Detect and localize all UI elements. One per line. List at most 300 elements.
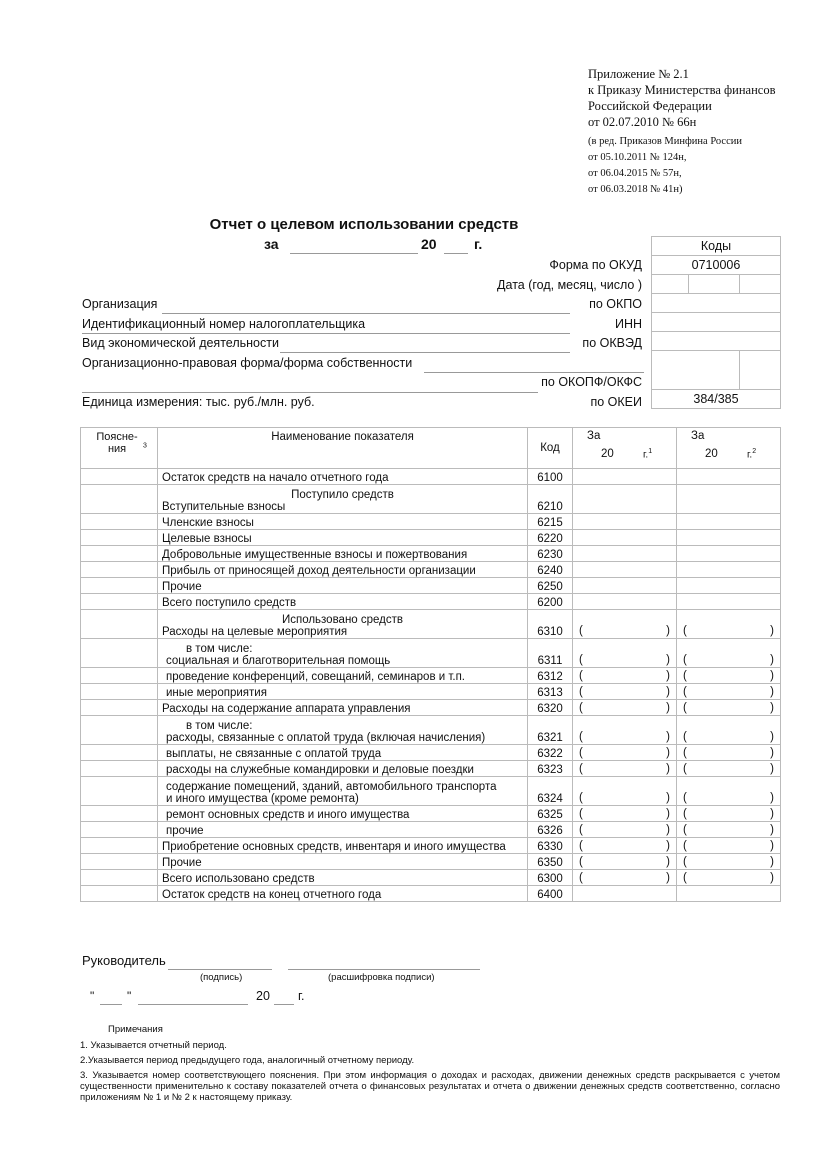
header-g-text: г. [643, 449, 649, 461]
row-code: 6330 [528, 838, 573, 854]
paren-open: ( [683, 747, 687, 759]
row-value-previous[interactable] [677, 594, 781, 610]
header-g-sup: 1 [648, 448, 653, 455]
row-value-previous[interactable] [677, 668, 781, 684]
signature-line[interactable] [168, 969, 272, 970]
row-value-current[interactable] [573, 684, 677, 700]
table-row [81, 485, 781, 514]
table-row [81, 806, 781, 822]
row-note-cell[interactable] [81, 485, 158, 514]
head-label: Руководитель [82, 953, 166, 968]
paren-close: ) [666, 686, 670, 698]
row-value-current[interactable] [573, 822, 677, 838]
sign-g: г. [298, 989, 305, 1003]
okopf-label: по ОКОПФ/ОКФС [541, 375, 642, 389]
row-name: расходы, связанные с оплатой труда (включая начисления) [166, 732, 486, 744]
row-value-current[interactable] [573, 838, 677, 854]
row-value-previous[interactable] [677, 684, 781, 700]
date-quote-close: " [127, 989, 132, 1003]
row-value-current[interactable] [573, 668, 677, 684]
notes-block [80, 1024, 780, 1103]
row-name-cell [158, 838, 528, 854]
paren-open: ( [579, 808, 583, 820]
row-name: ремонт основных средств и иного имущества [166, 809, 410, 821]
header-g [643, 448, 652, 460]
paren-close: ) [770, 654, 774, 666]
paren-open: ( [683, 702, 687, 714]
appendix-line: к Приказу Министерства финансов [588, 83, 776, 97]
row-code: 6240 [528, 562, 573, 578]
row-note-cell[interactable] [81, 854, 158, 870]
paren-open: ( [579, 747, 583, 759]
note-2: 2.Указывается период предыдущего года, аналогичный отчетному периоду. [80, 1055, 415, 1066]
paren-close: ) [666, 824, 670, 836]
row-note-cell[interactable] [81, 639, 158, 668]
month-line[interactable] [138, 1004, 248, 1005]
row-value-previous[interactable] [677, 469, 781, 485]
row-value-current[interactable] [573, 469, 677, 485]
title-year-suffix: г. [474, 236, 483, 252]
main-table [80, 427, 781, 902]
okud-value: 0710006 [652, 256, 781, 275]
row-value-previous[interactable] [677, 886, 781, 902]
row-name-cell [158, 578, 528, 594]
row-note-cell[interactable] [81, 838, 158, 854]
header-prev-period [677, 428, 781, 469]
paren-close: ) [666, 702, 670, 714]
paren-close: ) [770, 824, 774, 836]
row-note-cell[interactable] [81, 870, 158, 886]
paren-close: ) [666, 625, 670, 637]
row-value-previous[interactable] [677, 578, 781, 594]
note-1: 1. Указывается отчетный период. [80, 1040, 227, 1051]
table-row [81, 684, 781, 700]
header-notes-sup: 3 [143, 442, 147, 450]
title-for: за [264, 236, 279, 252]
row-note-cell[interactable] [81, 745, 158, 761]
row-name: Прочие [162, 581, 202, 593]
row-name: Вступительные взносы [162, 501, 286, 513]
legal-form-line[interactable] [424, 372, 644, 373]
row-note-cell[interactable] [81, 777, 158, 806]
date-year-cell[interactable] [652, 275, 689, 294]
row-note-cell[interactable] [81, 610, 158, 639]
row-code: 6310 [528, 610, 573, 639]
appendix-line: Российской Федерации [588, 99, 712, 113]
paren-open: ( [683, 731, 687, 743]
table-row [81, 870, 781, 886]
row-name-pre: содержание помещений, зданий, автомобильного транспорта [166, 781, 497, 793]
row-value-previous[interactable] [677, 761, 781, 777]
row-name-cell [158, 485, 528, 514]
row-code: 6250 [528, 578, 573, 594]
row-name: Всего использовано средств [162, 873, 315, 885]
row-code: 6311 [528, 639, 573, 668]
header-name: Наименование показателя [158, 428, 528, 469]
appendix-line: Приложение № 2.1 [588, 67, 689, 81]
row-name-cell [158, 870, 528, 886]
header-notes [81, 428, 158, 469]
row-code: 6100 [528, 469, 573, 485]
row-name: Расходы на содержание аппарата управления [162, 703, 411, 715]
header-code: Код [528, 428, 573, 469]
row-code: 6313 [528, 684, 573, 700]
row-value-current[interactable] [573, 745, 677, 761]
row-name-cell [158, 822, 528, 838]
paren-close: ) [770, 731, 774, 743]
paren-close: ) [666, 670, 670, 682]
paren-open: ( [579, 872, 583, 884]
header-notes-text: Поясне-ния [96, 431, 138, 455]
row-value-current[interactable] [573, 578, 677, 594]
row-value-previous[interactable] [677, 838, 781, 854]
header-current-period [573, 428, 677, 469]
table-row [81, 854, 781, 870]
row-value-previous[interactable] [677, 514, 781, 530]
legal-form-line-2[interactable] [82, 392, 538, 393]
header-year: 20 [601, 448, 614, 460]
header-g-2 [747, 448, 756, 460]
paren-close: ) [770, 808, 774, 820]
row-name-cell [158, 594, 528, 610]
row-note-cell[interactable] [81, 594, 158, 610]
subheading: в том числе: [186, 720, 253, 732]
paren-open: ( [579, 625, 583, 637]
row-name: проведение конференций, совещаний, семинаров и т.п. [166, 671, 465, 683]
paren-open: ( [579, 731, 583, 743]
okved-label: по ОКВЭД [582, 336, 642, 350]
unit-label: Единица измерения: тыс. руб./млн. руб. [82, 395, 315, 409]
row-name: Приобретение основных средств, инвентаря и иного имущества [162, 841, 506, 853]
table-row [81, 777, 781, 806]
row-code: 6320 [528, 700, 573, 716]
codes-header: Коды [652, 237, 781, 256]
paren-close: ) [770, 856, 774, 868]
day-line[interactable] [100, 1004, 122, 1005]
paren-open: ( [683, 670, 687, 682]
header-za-2: За [691, 430, 705, 442]
table-row [81, 700, 781, 716]
row-value-previous[interactable] [677, 485, 781, 514]
row-value-current[interactable] [573, 716, 677, 745]
table-row [81, 610, 781, 639]
row-note-cell[interactable] [81, 684, 158, 700]
row-name: Целевые взносы [162, 533, 252, 545]
row-code: 6324 [528, 777, 573, 806]
revision-note: (в ред. Приказов Минфина России [588, 136, 742, 147]
row-name-cell [158, 514, 528, 530]
row-note-cell[interactable] [81, 668, 158, 684]
paren-open: ( [683, 654, 687, 666]
row-name: социальная и благотворительная помощь [166, 655, 391, 667]
row-name-cell [158, 530, 528, 546]
row-code: 6325 [528, 806, 573, 822]
okei-value: 384/385 [652, 390, 781, 409]
row-value-previous[interactable] [677, 777, 781, 806]
row-value-previous[interactable] [677, 745, 781, 761]
okopf-cell[interactable] [652, 351, 740, 390]
row-value-current[interactable] [573, 806, 677, 822]
row-note-cell[interactable] [81, 700, 158, 716]
row-name-cell [158, 806, 528, 822]
org-line[interactable] [162, 313, 570, 314]
row-name-cell [158, 777, 528, 806]
paren-open: ( [579, 686, 583, 698]
paren-open: ( [579, 763, 583, 775]
row-name: Расходы на целевые мероприятия [162, 626, 348, 638]
paren-open: ( [683, 763, 687, 775]
paren-close: ) [666, 840, 670, 852]
period-line[interactable] [290, 253, 418, 254]
inn-label: ИНН [614, 317, 642, 331]
paren-close: ) [666, 654, 670, 666]
table-row [81, 745, 781, 761]
paren-open: ( [579, 654, 583, 666]
date-day-cell[interactable] [740, 275, 781, 294]
activity-line[interactable] [280, 352, 570, 353]
paren-close: ) [770, 747, 774, 759]
row-value-previous[interactable] [677, 716, 781, 745]
paren-open: ( [579, 856, 583, 868]
row-code: 6400 [528, 886, 573, 902]
row-code: 6215 [528, 514, 573, 530]
row-name: иные мероприятия [166, 687, 267, 699]
paren-open: ( [683, 625, 687, 637]
row-value-current[interactable] [573, 485, 677, 514]
row-note-cell[interactable] [81, 578, 158, 594]
paren-close: ) [666, 808, 670, 820]
row-value-previous[interactable] [677, 870, 781, 886]
row-name-cell [158, 886, 528, 902]
row-value-current[interactable] [573, 530, 677, 546]
year-line[interactable] [444, 253, 468, 254]
section-heading: Использовано средств [281, 614, 404, 626]
row-value-previous[interactable] [677, 546, 781, 562]
inn-field-label: Идентификационный номер налогоплательщика [82, 317, 366, 331]
sign-year: 20 [256, 989, 270, 1003]
paren-close: ) [770, 702, 774, 714]
paren-close: ) [666, 856, 670, 868]
okfs-cell[interactable] [740, 351, 781, 390]
row-value-current[interactable] [573, 886, 677, 902]
row-value-current[interactable] [573, 639, 677, 668]
date-quote-open: " [90, 989, 95, 1003]
row-name-cell [158, 610, 528, 639]
row-name: Добровольные имущественные взносы и пожертвования [162, 549, 468, 561]
okved-cell[interactable] [652, 332, 781, 351]
row-value-current[interactable] [573, 870, 677, 886]
appendix-line: от 02.07.2010 № 66н [588, 115, 697, 129]
row-note-cell[interactable] [81, 514, 158, 530]
row-note-cell[interactable] [81, 822, 158, 838]
row-name: выплаты, не связанные с оплатой труда [166, 748, 382, 760]
table-row [81, 838, 781, 854]
paren-open: ( [579, 702, 583, 714]
row-code: 6220 [528, 530, 573, 546]
paren-open: ( [683, 856, 687, 868]
title-year-prefix: 20 [421, 236, 437, 252]
row-value-current[interactable] [573, 777, 677, 806]
row-code: 6200 [528, 594, 573, 610]
paren-close: ) [666, 731, 670, 743]
paren-open: ( [683, 808, 687, 820]
row-value-current[interactable] [573, 761, 677, 777]
row-name: Прочие [162, 857, 202, 869]
inn-line[interactable] [82, 333, 570, 334]
row-name: и иного имущества (кроме ремонта) [166, 793, 359, 805]
table-row [81, 530, 781, 546]
paren-close: ) [770, 840, 774, 852]
sign-year-line[interactable] [274, 1004, 294, 1005]
row-value-current[interactable] [573, 610, 677, 639]
paren-close: ) [666, 747, 670, 759]
paren-close: ) [666, 872, 670, 884]
row-value-previous[interactable] [677, 610, 781, 639]
table-row [81, 761, 781, 777]
codes-table [651, 236, 781, 409]
row-name-cell [158, 639, 528, 668]
paren-open: ( [579, 792, 583, 804]
org-label: Организация [82, 297, 158, 311]
row-value-current[interactable] [573, 854, 677, 870]
date-label: Дата (год, месяц, число ) [497, 278, 642, 292]
row-name-cell [158, 684, 528, 700]
paren-open: ( [683, 840, 687, 852]
row-note-cell[interactable] [81, 530, 158, 546]
row-name-cell [158, 854, 528, 870]
inn-cell[interactable] [652, 313, 781, 332]
paren-open: ( [579, 670, 583, 682]
revision-note: от 05.10.2011 № 124н, [588, 152, 687, 163]
paren-open: ( [579, 824, 583, 836]
row-code: 6326 [528, 822, 573, 838]
appendix-block [588, 66, 808, 198]
table-row [81, 578, 781, 594]
paren-close: ) [770, 763, 774, 775]
row-name: Всего поступило средств [162, 597, 297, 609]
row-code: 6230 [528, 546, 573, 562]
row-name: Остаток средств на конец отчетного года [162, 889, 382, 901]
row-note-cell[interactable] [81, 886, 158, 902]
row-value-previous[interactable] [677, 562, 781, 578]
row-name: прочие [166, 825, 204, 837]
section-heading: Поступило средств [291, 489, 394, 501]
revision-note: от 06.03.2018 № 41н) [588, 184, 683, 195]
row-code: 6312 [528, 668, 573, 684]
row-code: 6322 [528, 745, 573, 761]
table-row [81, 546, 781, 562]
paren-close: ) [770, 792, 774, 804]
paren-close: ) [666, 763, 670, 775]
row-value-current[interactable] [573, 700, 677, 716]
notes-title: Примечания [108, 1024, 163, 1035]
row-name-cell [158, 761, 528, 777]
report-title: Отчет о целевом использовании средств [209, 216, 519, 233]
row-name: Остаток средств на начало отчетного года [162, 472, 389, 484]
row-name-cell [158, 745, 528, 761]
paren-close: ) [770, 670, 774, 682]
okpo-label: по ОКПО [589, 297, 642, 311]
row-value-current[interactable] [573, 546, 677, 562]
note-3: 3. Указывается номер соответствующего пояснения. При этом информация о доходах и расходах, движении денежных средств раскрывается с учетом существенности применительно к составу показателей отчета о финансовых результатах и отчета о движении денежных средств соответственно, согласно приложениям № 1 и № 2 к настоящему приказу. [80, 1070, 780, 1103]
paren-open: ( [683, 792, 687, 804]
date-month-cell[interactable] [689, 275, 740, 294]
table-row [81, 639, 781, 668]
row-name-cell [158, 546, 528, 562]
sign-caption: (подпись) [200, 972, 243, 983]
legal-form-label: Организационно-правовая форма/форма собственности [82, 356, 413, 370]
subheading: в том числе: [186, 643, 253, 655]
paren-close: ) [770, 686, 774, 698]
row-note-cell[interactable] [81, 469, 158, 485]
table-row [81, 594, 781, 610]
row-name-cell [158, 469, 528, 485]
row-value-current[interactable] [573, 514, 677, 530]
row-value-previous[interactable] [677, 700, 781, 716]
row-code: 6350 [528, 854, 573, 870]
row-value-previous[interactable] [677, 639, 781, 668]
table-row [81, 886, 781, 902]
row-value-previous[interactable] [677, 822, 781, 838]
table-row [81, 469, 781, 485]
row-note-cell[interactable] [81, 806, 158, 822]
table-row [81, 514, 781, 530]
row-value-current[interactable] [573, 562, 677, 578]
row-note-cell[interactable] [81, 546, 158, 562]
row-note-cell[interactable] [81, 716, 158, 745]
row-code: 6321 [528, 716, 573, 745]
paren-close: ) [770, 625, 774, 637]
row-code: 6300 [528, 870, 573, 886]
header-g-sup-2: 2 [752, 448, 757, 455]
row-value-current[interactable] [573, 594, 677, 610]
row-name: расходы на служебные командировки и деловые поездки [166, 764, 474, 776]
decode-line[interactable] [288, 969, 480, 970]
table-row [81, 822, 781, 838]
row-note-cell[interactable] [81, 761, 158, 777]
okpo-cell[interactable] [652, 294, 781, 313]
row-name-cell [158, 716, 528, 745]
okud-label: Форма по ОКУД [549, 258, 642, 272]
paren-close: ) [770, 872, 774, 884]
row-name: Прибыль от приносящей доход деятельности организации [162, 565, 476, 577]
row-note-cell[interactable] [81, 562, 158, 578]
revision-note: от 06.04.2015 № 57н, [588, 168, 682, 179]
row-code: 6210 [528, 485, 573, 514]
row-value-previous[interactable] [677, 530, 781, 546]
row-value-previous[interactable] [677, 854, 781, 870]
row-value-previous[interactable] [677, 806, 781, 822]
row-name-cell [158, 668, 528, 684]
header-g-text-2: г. [747, 449, 753, 461]
table-row [81, 716, 781, 745]
row-code: 6323 [528, 761, 573, 777]
paren-open: ( [683, 686, 687, 698]
table-row [81, 668, 781, 684]
row-name-cell [158, 700, 528, 716]
paren-open: ( [683, 824, 687, 836]
paren-open: ( [683, 872, 687, 884]
header-za: За [587, 430, 601, 442]
paren-close: ) [666, 792, 670, 804]
decode-caption: (расшифровка подписи) [328, 972, 435, 983]
header-year-2: 20 [705, 448, 718, 460]
activity-label: Вид экономической деятельности [82, 336, 279, 350]
row-name-cell [158, 562, 528, 578]
okei-label: по ОКЕИ [590, 395, 642, 409]
table-row [81, 562, 781, 578]
paren-open: ( [579, 840, 583, 852]
